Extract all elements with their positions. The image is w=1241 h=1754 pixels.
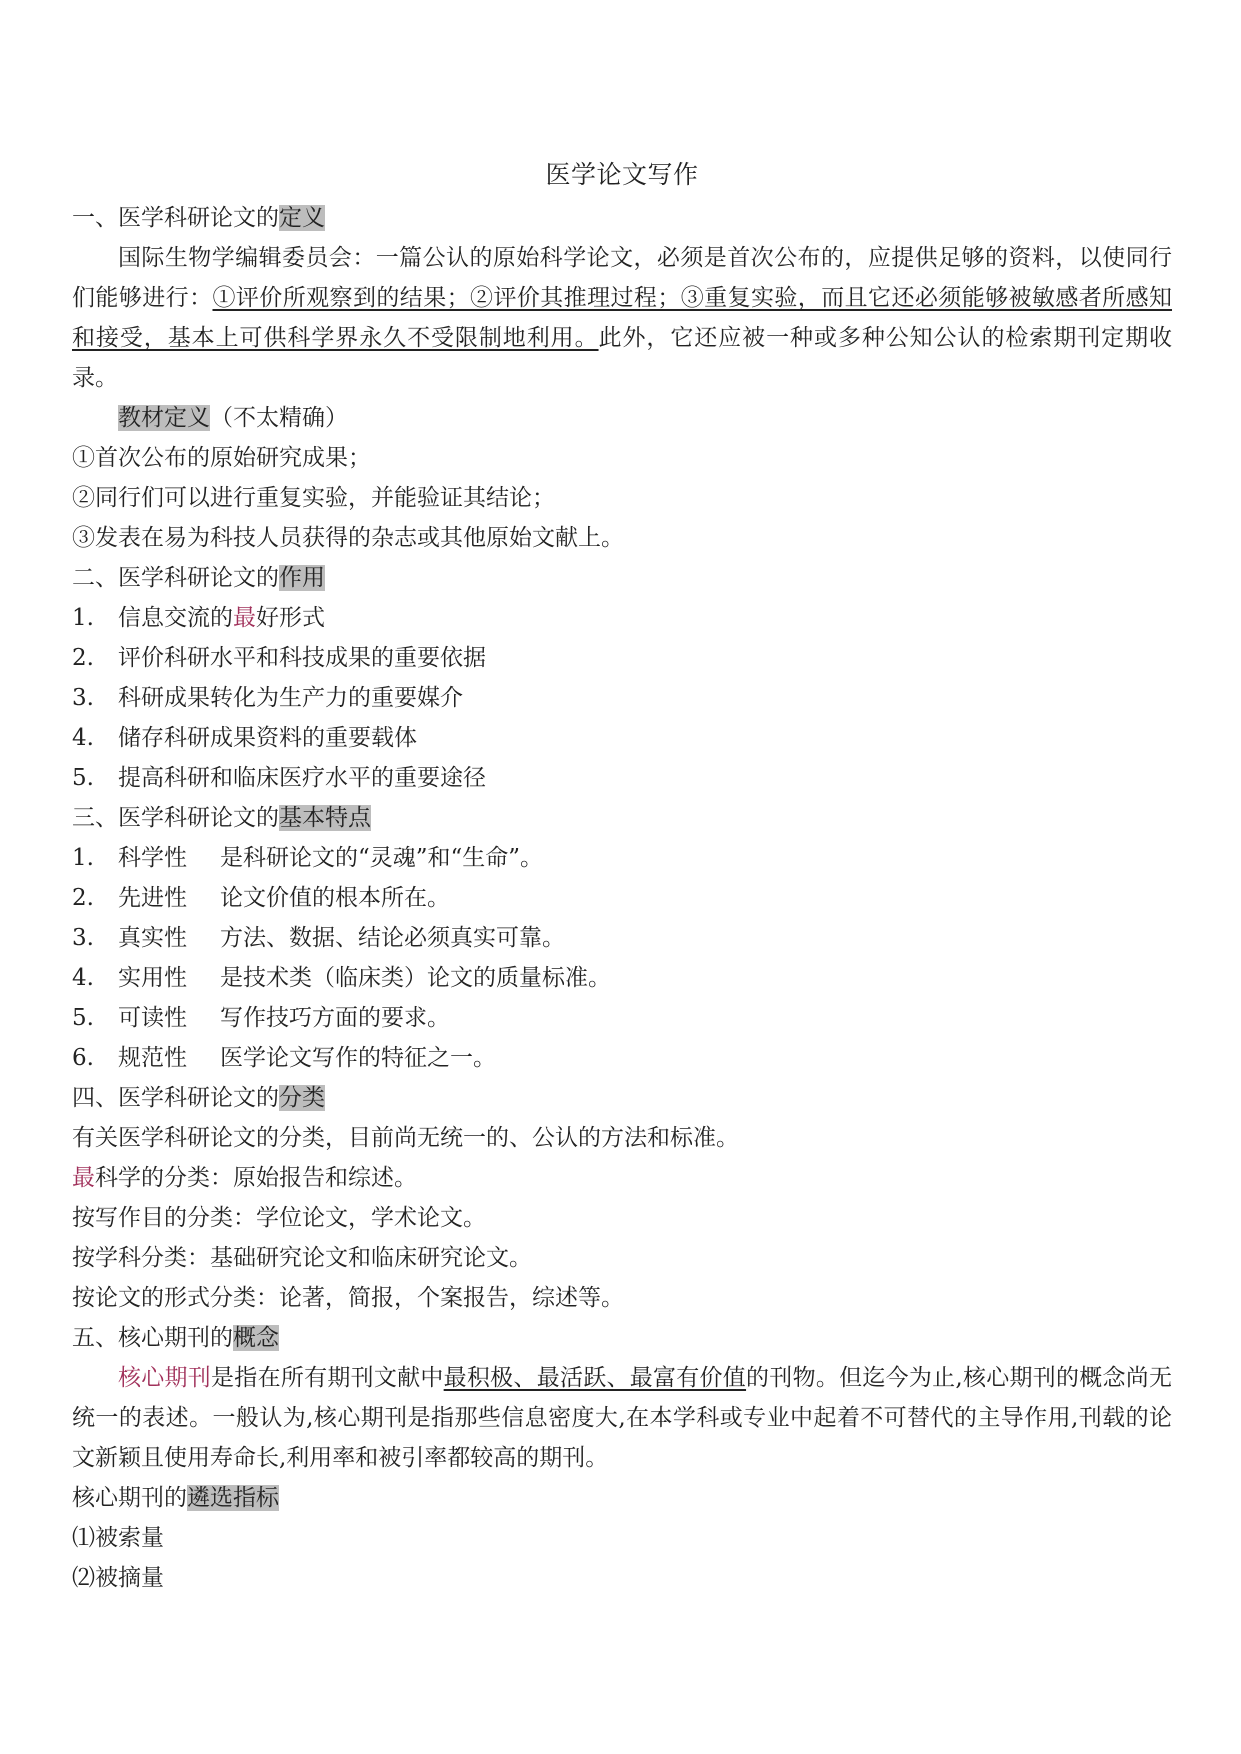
body-line: 按论文的形式分类：论著，简报，个案报告，综述等。: [72, 1285, 624, 1311]
list-item: 3. 科研成果转化为生产力的重要媒介: [72, 685, 463, 711]
red-emphasis: 核心期刊: [118, 1365, 212, 1391]
list-item: 3. 真实性 方法、数据、结论必须真实可靠。: [72, 925, 565, 951]
section-heading-core-journal: 五、核心期刊的概念: [72, 1325, 279, 1351]
list-item: 2. 评价科研水平和科技成果的重要依据: [72, 645, 486, 671]
list-item: 4. 储存科研成果资料的重要载体: [72, 725, 417, 751]
list-item: ⑵被摘量: [72, 1565, 164, 1591]
list-item: ③发表在易为科技人员获得的杂志或其他原始文献上。: [72, 525, 624, 551]
list-item: 6. 规范性 医学论文写作的特征之一。: [72, 1045, 496, 1071]
highlight: 作用: [279, 565, 325, 591]
highlight: 概念: [233, 1325, 279, 1351]
list-item: 5. 提高科研和临床医疗水平的重要途径: [72, 765, 486, 791]
body-line: 按学科分类：基础研究论文和临床研究论文。: [72, 1245, 532, 1271]
body-line: 最科学的分类：原始报告和综述。: [72, 1165, 417, 1191]
section-heading-features: 三、医学科研论文的基本特点: [72, 805, 371, 831]
list-item: 4. 实用性 是技术类（临床类）论文的质量标准。: [72, 965, 611, 991]
section-heading-classification: 四、医学科研论文的分类: [72, 1085, 325, 1111]
underlined-text: 最积极、最活跃、最富有价值: [443, 1365, 747, 1391]
highlight: 教材定义: [118, 405, 210, 431]
highlight: 基本特点: [279, 805, 371, 831]
document-page: [72, 155, 1172, 1598]
red-emphasis: 最: [233, 605, 256, 631]
highlight: 分类: [279, 1085, 325, 1111]
textbook-definition-label: 教材定义（不太精确）: [118, 405, 348, 431]
highlight: 遴选指标: [187, 1485, 279, 1511]
highlight: 定义: [279, 205, 325, 231]
section-heading-definition: 一、医学科研论文的定义: [72, 205, 325, 231]
section-heading-function: 二、医学科研论文的作用: [72, 565, 325, 591]
list-item: 1. 科学性 是科研论文的“灵魂”和“生命”。: [72, 845, 544, 871]
list-item: ①首次公布的原始研究成果；: [72, 445, 371, 471]
list-item: ⑴被索量: [72, 1525, 164, 1551]
body-line: 按写作目的分类：学位论文，学术论文。: [72, 1205, 486, 1231]
list-item: ②同行们可以进行重复实验，并能验证其结论；: [72, 485, 555, 511]
definition-paragraph: 国际生物学编辑委员会：一篇公认的原始科学论文，必须是首次公布的，应提供足够的资料，以使同行们能够进行：①评价所观察到的结果；②评价其推理过程；③重复实验，而且它还必须能够被敏感者所感知和接受，基本上可供科学界永久不受限制地利用。此外，它还应被一种或多种公知公认的检索期刊定期收录。: [72, 245, 1173, 391]
subheading-selection-criteria: 核心期刊的遴选指标: [72, 1485, 279, 1511]
list-item: 1. 信息交流的最好形式: [72, 605, 325, 631]
list-item: 2. 先进性 论文价值的根本所在。: [72, 885, 450, 911]
list-item: 5. 可读性 写作技巧方面的要求。: [72, 1005, 450, 1031]
body-line: 有关医学科研论文的分类，目前尚无统一的、公认的方法和标准。: [72, 1125, 739, 1151]
red-emphasis: 最: [72, 1165, 95, 1191]
core-journal-paragraph: 核心期刊是指在所有期刊文献中最积极、最活跃、最富有价值的刊物。但迄今为止,核心期刊的概念尚无统一的表述。一般认为,核心期刊是指那些信息密度大,在本学科或专业中起着不可替代的主导作用,刊载的论文新颖且使用寿命长,利用率和被引率都较高的期刊。: [72, 1365, 1173, 1471]
underlined-text: ①评价所观察到的结果；②评价其推理过程；③重复实验，而且它还必须能够被敏感者所感知和接受，基本上可供科学界永久不受限制地利用。: [72, 285, 1173, 351]
page-title: 医学论文写作: [545, 160, 699, 189]
